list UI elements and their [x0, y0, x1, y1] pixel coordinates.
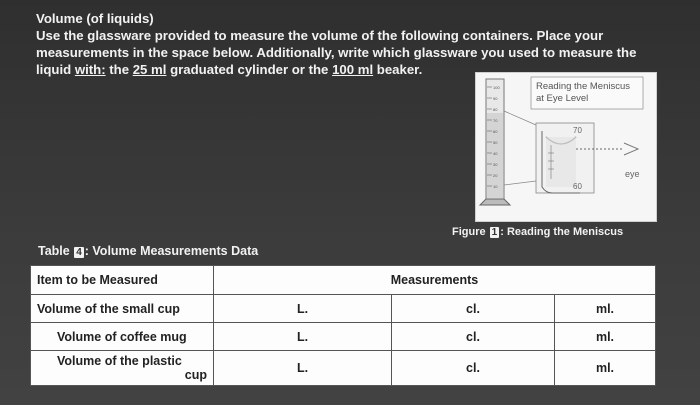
zoom-line-top — [504, 111, 536, 125]
cylinder-tick-label: 100 — [493, 85, 500, 90]
cell-milliliters[interactable]: ml. — [555, 351, 656, 386]
eye-icon — [624, 143, 638, 155]
line3-text-c: graduated cylinder or the — [166, 62, 333, 77]
cell-centiliters[interactable]: cl. — [392, 323, 555, 351]
figure-number: 1 — [491, 227, 498, 238]
graduated-cylinder-icon — [480, 79, 510, 205]
mark-60: 60 — [573, 182, 582, 191]
cylinder-tick-label: 20 — [493, 173, 498, 178]
label-line-2: at Eye Level — [536, 93, 589, 104]
table-row — [31, 351, 656, 386]
meniscus-illustration — [476, 73, 656, 221]
mark-70: 70 — [573, 126, 582, 135]
table-row — [31, 295, 656, 323]
cell-liters[interactable]: L. — [214, 351, 392, 386]
figure-caption-text: : Reading the Meniscus — [500, 226, 624, 238]
table-caption — [38, 244, 258, 258]
table-number: 4 — [76, 247, 82, 258]
figure-caption — [452, 226, 623, 238]
header-measurements: Measurements — [214, 266, 656, 295]
item-coffee-mug: Volume of coffee mug — [31, 323, 214, 351]
figure-caption-prefix: Figure — [452, 226, 489, 238]
cylinder-tick-label: 40 — [493, 151, 498, 156]
header-item: Item to be Measured — [31, 266, 214, 295]
cell-milliliters[interactable]: ml. — [555, 295, 656, 323]
item-plastic-cup — [31, 351, 214, 386]
table-caption-text: : Volume Measurements Data — [84, 244, 259, 258]
cell-liters[interactable]: L. — [214, 323, 392, 351]
item-small-cup: Volume of the small cup — [31, 295, 214, 323]
cylinder-tick-label: 30 — [493, 162, 498, 167]
line3-with: with: — [74, 62, 106, 77]
cell-centiliters[interactable]: cl. — [392, 351, 555, 386]
cell-centiliters[interactable]: cl. — [392, 295, 555, 323]
table-caption-prefix: Table — [38, 244, 74, 258]
table-header-row — [31, 266, 656, 295]
item-plastic-cup-line1: Volume of the plastic — [57, 354, 182, 368]
label-line-1: Reading the Meniscus — [536, 81, 630, 92]
cylinder-tick-label: 10 — [493, 184, 498, 189]
volume-measurements-table — [30, 265, 656, 386]
line3-text-a: liquid — [36, 62, 75, 77]
eye-label: eye — [625, 169, 640, 179]
cylinder-tick-label: 50 — [493, 140, 498, 145]
cylinder-tick-label: 90 — [493, 96, 498, 101]
table-row — [31, 323, 656, 351]
cell-milliliters[interactable]: ml. — [555, 323, 656, 351]
section-title: Volume (of liquids) — [36, 11, 154, 26]
item-plastic-cup-line2: cup — [184, 368, 207, 382]
zoom-line-bottom — [504, 181, 536, 185]
cylinder-tick-label: 70 — [493, 118, 498, 123]
instructions-block — [36, 10, 676, 78]
line3-text-b: the — [105, 62, 133, 77]
cylinder-tick-label: 80 — [493, 107, 498, 112]
cylinder-tick-label: 60 — [493, 129, 498, 134]
instructions-line-1: Use the glassware provided to measure the volume of the following containers. Place your — [36, 28, 604, 43]
meniscus-figure — [475, 72, 657, 222]
line3-100ml: 100 ml — [332, 62, 374, 77]
line3-text-d: beaker. — [373, 62, 423, 77]
cell-liters[interactable]: L. — [214, 295, 392, 323]
line3-25ml: 25 ml — [132, 62, 167, 77]
instructions-line-2: measurements in the space below. Additionally, write which glassware you used to measure the — [36, 45, 637, 60]
